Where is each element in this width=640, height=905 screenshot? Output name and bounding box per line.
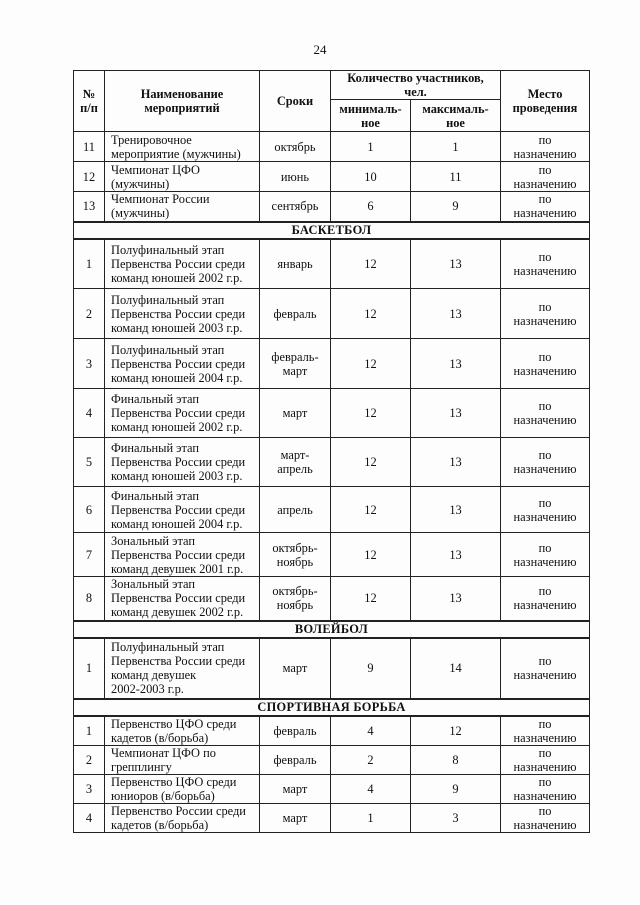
cell-number: 3 [74, 339, 105, 389]
cell-dates: февраль [260, 746, 331, 775]
cell-place: по назначению [501, 746, 590, 775]
table-header [74, 71, 590, 132]
cell-event-name: Полуфинальный этап Первенства России среди команд юношей 2004 г.р. [105, 339, 260, 389]
cell-max-participants: 13 [411, 389, 501, 438]
cell-event-name: Первенство ЦФО среди кадетов (в/борьба) [105, 716, 260, 746]
cell-place: по назначению [501, 775, 590, 804]
table-row [74, 389, 590, 438]
cell-max-participants: 8 [411, 746, 501, 775]
header-dates: Сроки [260, 71, 331, 132]
cell-max-participants: 12 [411, 716, 501, 746]
header-place: Место проведения [501, 71, 590, 132]
cell-min-participants: 12 [331, 577, 411, 621]
table-row [74, 533, 590, 577]
cell-dates: октябрь- ноябрь [260, 533, 331, 577]
cell-number: 7 [74, 533, 105, 577]
cell-place: по назначению [501, 638, 590, 699]
cell-event-name: Полуфинальный этап Первенства России среди команд юношей 2003 г.р. [105, 289, 260, 339]
cell-place: по назначению [501, 716, 590, 746]
cell-dates: февраль [260, 289, 331, 339]
cell-dates: март [260, 775, 331, 804]
cell-dates: февраль- март [260, 339, 331, 389]
table-row [74, 289, 590, 339]
cell-place: по назначению [501, 533, 590, 577]
cell-dates: июнь [260, 162, 331, 192]
table-row [74, 746, 590, 775]
cell-place: по назначению [501, 132, 590, 162]
cell-place: по назначению [501, 339, 590, 389]
section-row [74, 621, 590, 638]
cell-place: по назначению [501, 162, 590, 192]
events-table [73, 70, 590, 833]
cell-max-participants: 13 [411, 577, 501, 621]
cell-min-participants: 12 [331, 389, 411, 438]
cell-max-participants: 13 [411, 487, 501, 533]
cell-min-participants: 4 [331, 775, 411, 804]
cell-min-participants: 1 [331, 804, 411, 833]
cell-place: по назначению [501, 438, 590, 487]
cell-event-name: Первенство ЦФО среди юниоров (в/борьба) [105, 775, 260, 804]
cell-event-name: Полуфинальный этап Первенства России среди команд девушек 2002-2003 г.р. [105, 638, 260, 699]
cell-number: 12 [74, 162, 105, 192]
cell-min-participants: 12 [331, 289, 411, 339]
cell-max-participants: 14 [411, 638, 501, 699]
header-min: минималь- ное [331, 100, 411, 132]
cell-number: 4 [74, 804, 105, 833]
cell-number: 1 [74, 638, 105, 699]
cell-number: 1 [74, 716, 105, 746]
cell-max-participants: 13 [411, 289, 501, 339]
cell-event-name: Чемпионат России (мужчины) [105, 192, 260, 222]
cell-number: 2 [74, 289, 105, 339]
cell-place: по назначению [501, 192, 590, 222]
cell-dates: март- апрель [260, 438, 331, 487]
section-row [74, 699, 590, 716]
cell-min-participants: 12 [331, 438, 411, 487]
cell-max-participants: 9 [411, 775, 501, 804]
cell-event-name: Тренировочное мероприятие (мужчины) [105, 132, 260, 162]
cell-number: 3 [74, 775, 105, 804]
cell-event-name: Первенство России среди кадетов (в/борьба) [105, 804, 260, 833]
table-row [74, 162, 590, 192]
cell-min-participants: 6 [331, 192, 411, 222]
header-max: максималь- ное [411, 100, 501, 132]
table-row [74, 192, 590, 222]
section-title: ВОЛЕЙБОЛ [74, 621, 590, 638]
cell-max-participants: 13 [411, 339, 501, 389]
cell-dates: март [260, 804, 331, 833]
header-name: Наименование мероприятий [105, 71, 260, 132]
cell-number: 5 [74, 438, 105, 487]
table-row [74, 132, 590, 162]
cell-place: по назначению [501, 289, 590, 339]
cell-min-participants: 1 [331, 132, 411, 162]
table-row [74, 716, 590, 746]
cell-dates: сентябрь [260, 192, 331, 222]
cell-max-participants: 13 [411, 239, 501, 289]
cell-number: 6 [74, 487, 105, 533]
cell-place: по назначению [501, 577, 590, 621]
table-row [74, 804, 590, 833]
cell-max-participants: 11 [411, 162, 501, 192]
table-row [74, 239, 590, 289]
table-row [74, 638, 590, 699]
cell-place: по назначению [501, 239, 590, 289]
section-title: СПОРТИВНАЯ БОРЬБА [74, 699, 590, 716]
page-number: 24 [313, 42, 327, 57]
table-row [74, 487, 590, 533]
header-participants: Количество участников, чел. [331, 71, 501, 100]
cell-min-participants: 12 [331, 339, 411, 389]
cell-place: по назначению [501, 804, 590, 833]
cell-dates: февраль [260, 716, 331, 746]
cell-number: 13 [74, 192, 105, 222]
cell-place: по назначению [501, 389, 590, 438]
cell-dates: октябрь [260, 132, 331, 162]
cell-event-name: Полуфинальный этап Первенства России среди команд юношей 2002 г.р. [105, 239, 260, 289]
cell-max-participants: 13 [411, 533, 501, 577]
cell-event-name: Зональный этап Первенства России среди команд девушек 2001 г.р. [105, 533, 260, 577]
cell-number: 1 [74, 239, 105, 289]
table-row [74, 775, 590, 804]
cell-dates: март [260, 638, 331, 699]
cell-event-name: Финальный этап Первенства России среди команд юношей 2002 г.р. [105, 389, 260, 438]
cell-event-name: Финальный этап Первенства России среди команд юношей 2003 г.р. [105, 438, 260, 487]
section-title: БАСКЕТБОЛ [74, 222, 590, 239]
cell-max-participants: 13 [411, 438, 501, 487]
cell-dates: апрель [260, 487, 331, 533]
cell-event-name: Финальный этап Первенства России среди команд юношей 2004 г.р. [105, 487, 260, 533]
cell-event-name: Чемпионат ЦФО (мужчины) [105, 162, 260, 192]
cell-min-participants: 4 [331, 716, 411, 746]
cell-max-participants: 9 [411, 192, 501, 222]
cell-number: 4 [74, 389, 105, 438]
header-num: № п/п [74, 71, 105, 132]
cell-dates: январь [260, 239, 331, 289]
cell-number: 8 [74, 577, 105, 621]
cell-place: по назначению [501, 487, 590, 533]
cell-min-participants: 10 [331, 162, 411, 192]
cell-event-name: Чемпионат ЦФО по грепплингу [105, 746, 260, 775]
cell-event-name: Зональный этап Первенства России среди команд девушек 2002 г.р. [105, 577, 260, 621]
cell-max-participants: 1 [411, 132, 501, 162]
cell-dates: октябрь- ноябрь [260, 577, 331, 621]
cell-max-participants: 3 [411, 804, 501, 833]
cell-dates: март [260, 389, 331, 438]
cell-number: 2 [74, 746, 105, 775]
cell-min-participants: 9 [331, 638, 411, 699]
cell-number: 11 [74, 132, 105, 162]
cell-min-participants: 12 [331, 239, 411, 289]
table-body [74, 132, 590, 833]
table-row [74, 438, 590, 487]
table-row [74, 339, 590, 389]
cell-min-participants: 2 [331, 746, 411, 775]
cell-min-participants: 12 [331, 487, 411, 533]
section-row [74, 222, 590, 239]
table-row [74, 577, 590, 621]
cell-min-participants: 12 [331, 533, 411, 577]
